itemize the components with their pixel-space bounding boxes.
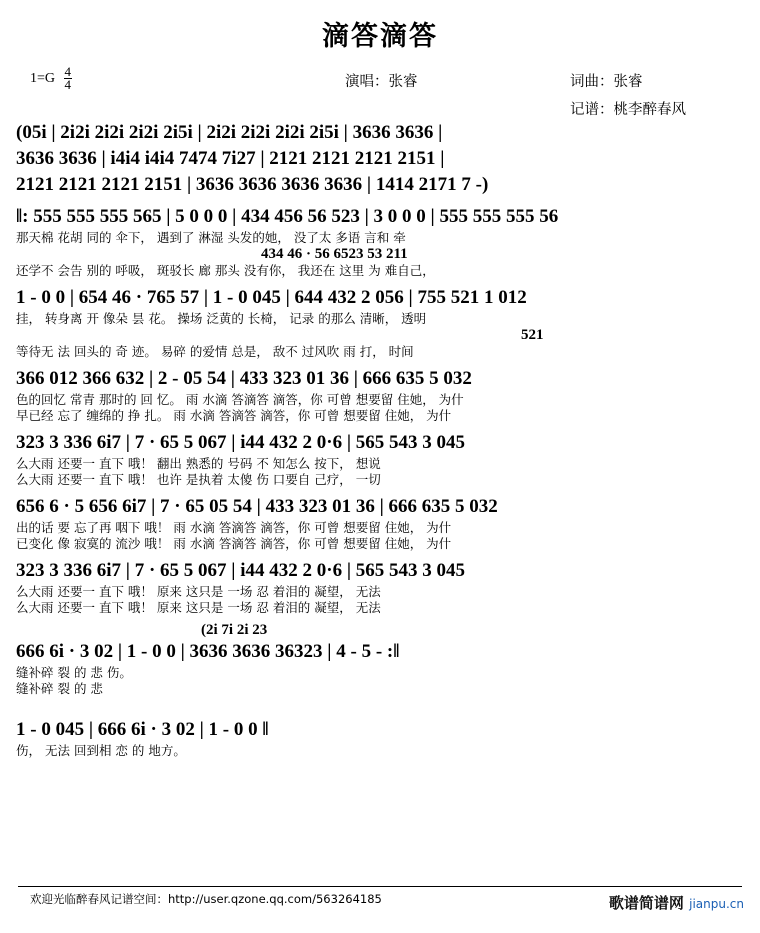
ending-lyric-verse2: 缝补碎 裂 的 悲	[16, 681, 103, 696]
intro-system	[0, 172, 760, 198]
ending-notes: 666 6i · 3 02 | 1 - 0 0 | 3636 3636 36323 | 4 - 5 - :‖	[16, 641, 400, 662]
system-4-notes: 323 3 336 6i7 | 7 · 65 5 067 | i44 432 2 0·6 | 565 543 3 045	[16, 432, 466, 453]
brand-name-cn: 歌谱简谱网	[608, 894, 684, 912]
final-notes: 1 - 0 045 | 666 6i · 3 02 | 1 - 0 0 ‖	[16, 719, 269, 740]
intro-notes-line-2: 3636 3636 | i4i4 i4i4 7474 7i27 | 2121 2121 2121 2151 |	[16, 148, 445, 169]
intro-notes-line-3: 2121 2121 2121 2151 | 3636 3636 3636 3636 | 1414 2171 7 -)	[16, 174, 489, 195]
key-label: 1=	[30, 71, 45, 87]
system-5	[0, 494, 760, 552]
system-4-lyric-verse2: 么大雨 还要一 直下 哦！ 也许 是执着 太傻 伤 口要自 己疗， 一切	[16, 472, 381, 487]
system-2-lyric-verse1: 挂， 转身离 开 像朵 昙 花。 操场 泛黄的 长椅， 记录 的那么 清晰， 透明	[16, 311, 427, 326]
system-3-lyric-verse2: 早已经 忘了 缠绵的 挣 扎。 雨 水滴 答滴答 滴答，你 可曾 想要留 住她， 为什	[16, 408, 452, 423]
meter-top: 4	[64, 64, 72, 79]
footer-credit: 欢迎光临醉春风记谱空间：http://user.qzone.qq.com/563264185	[30, 892, 382, 906]
sheet-music-page	[0, 14, 760, 933]
ending-lyric-verse1: 缝补碎 裂 的 悲 伤。	[16, 665, 132, 680]
system-1-notes: ‖: 555 555 555 565 | 5 0 0 0 | 434 456 56 523 | 3 0 0 0 | 555 555 555 56	[16, 206, 559, 227]
spacer	[0, 697, 760, 717]
music-body	[0, 120, 760, 759]
system-6	[0, 558, 760, 616]
meter-bottom: 4	[64, 77, 72, 93]
ending-ossia-notes: (2i 7i 2i 23	[201, 622, 268, 638]
intro-system	[0, 146, 760, 172]
system-5-notes: 656 6 · 5 656 6i7 | 7 · 65 05 54 | 433 323 01 36 | 666 635 5 032	[16, 496, 498, 517]
system-1	[0, 204, 760, 279]
site-brand	[609, 892, 744, 913]
page-title: 滴答滴答	[322, 21, 438, 52]
ending-system	[0, 622, 760, 697]
system-6-lyric-verse2: 么大雨 还要一 直下 哦！ 原来 这只是 一场 忍 着泪的 凝望， 无法	[16, 600, 381, 615]
composer-credit: 词曲：张睿	[570, 74, 643, 90]
brand-name-en: jianpu.cn	[689, 897, 744, 911]
system-1-lyric-verse2: 还学不 会告 别的 呼吸， 斑驳长 廊 那头 没有你， 我还在 这里 为 难自己，	[16, 263, 435, 278]
system-3	[0, 366, 760, 424]
system-5-lyric-verse2: 已变化 像 寂寞的 流沙 哦！ 雨 水滴 答滴答 滴答，你 可曾 想要留 住她， 为什	[16, 536, 452, 551]
final-system	[0, 717, 760, 759]
final-lyric: 伤， 无法 回到相 恋 的 地方。	[16, 743, 186, 758]
system-2-ossia-notes: 521	[521, 327, 544, 343]
system-6-lyric-verse1: 么大雨 还要一 直下 哦！ 原来 这只是 一场 忍 着泪的 凝望， 无法	[16, 584, 381, 599]
system-2-lyric-verse2: 等待无 法 回头的 奇 迹。 易碎 的爱情 总是， 敌不 过风吹 雨 打， 时间	[16, 344, 414, 359]
singer-credit: 演唱：张睿	[345, 74, 418, 90]
system-1-ossia-notes: 434 46 · 56 6523 53 211	[261, 246, 408, 262]
intro-system	[0, 120, 760, 146]
system-3-notes: 366 012 366 632 | 2 - 05 54 | 433 323 01 36 | 666 635 5 032	[16, 368, 472, 389]
notator-credit: 记谱：桃李醉春风	[570, 102, 686, 118]
key-signature	[30, 66, 72, 92]
system-2	[0, 285, 760, 360]
time-signature	[64, 66, 73, 92]
intro-notes-line-1: (05i | 2i2i 2i2i 2i2i 2i5i | 2i2i 2i2i 2i2i 2i5i | 3636 3636 |	[16, 122, 443, 143]
system-4	[0, 430, 760, 488]
system-5-lyric-verse1: 出的话 要 忘了再 咽下 哦！ 雨 水滴 答滴答 滴答，你 可曾 想要留 住她， 为什	[16, 520, 452, 535]
system-3-lyric-verse1: 色的回忆 常青 那时的 回 忆。 雨 水滴 答滴答 滴答，你 可曾 想要留 住她， 为什	[16, 392, 464, 407]
footer-divider	[18, 886, 742, 887]
system-2-notes: 1 - 0 0 | 654 46 · 765 57 | 1 - 0 045 | 644 432 2 056 | 755 521 1 012	[16, 287, 527, 308]
system-1-lyric-verse1: 那天棉 花胡 同的 伞下， 遇到了 淋湿 头发的她， 没了太 多语 言和 牵	[16, 230, 406, 245]
key-value: G	[44, 71, 56, 87]
system-6-notes: 323 3 336 6i7 | 7 · 65 5 067 | i44 432 2 0·6 | 565 543 3 045	[16, 560, 466, 581]
system-4-lyric-verse1: 么大雨 还要一 直下 哦！ 翻出 熟悉的 号码 不 知怎么 按下， 想说	[16, 456, 381, 471]
